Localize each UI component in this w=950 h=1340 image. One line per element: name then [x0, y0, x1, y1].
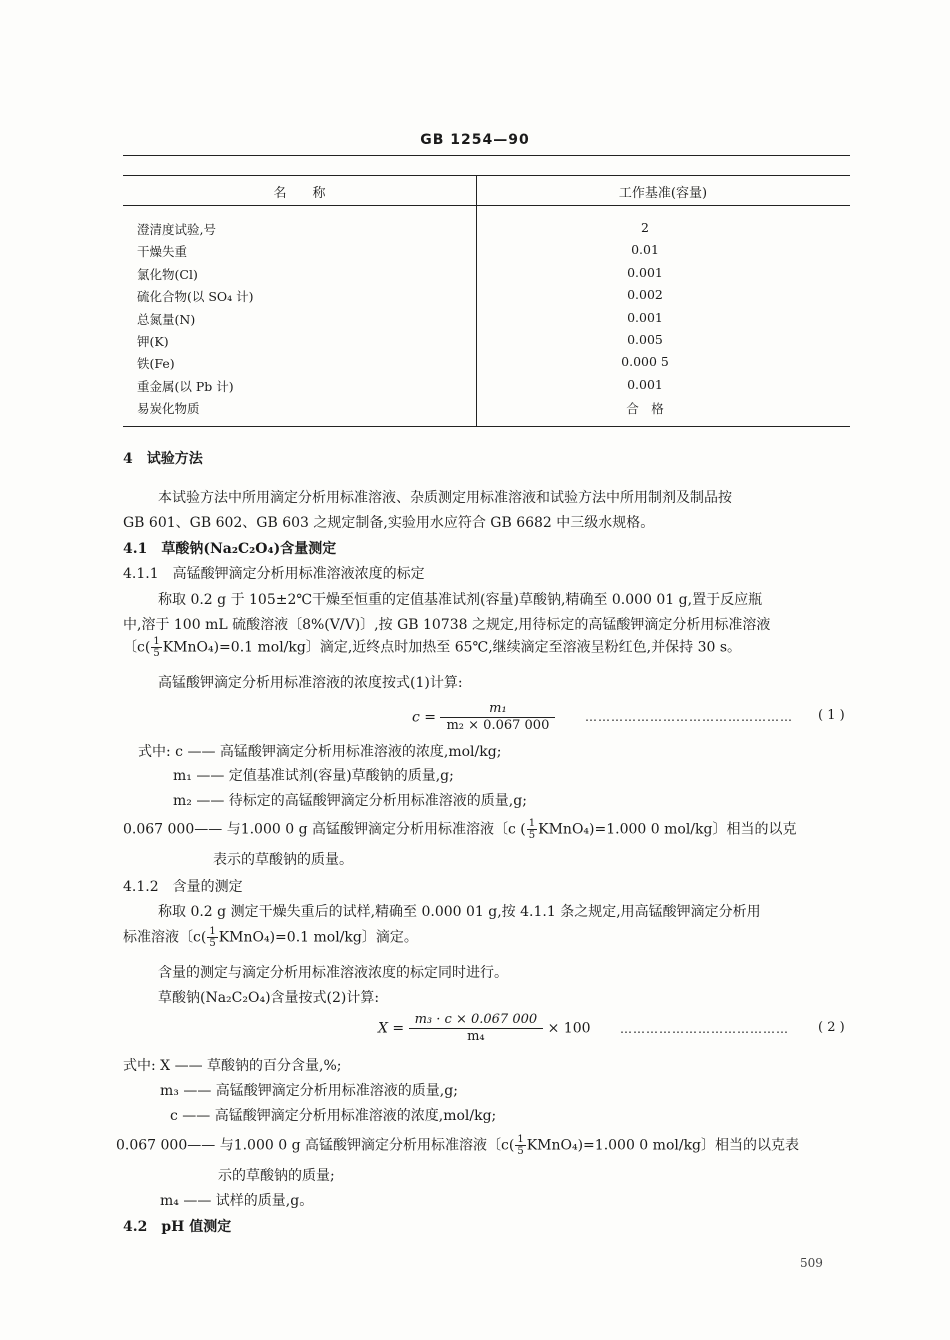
section-4-2-title: 4.2 pH 值测定	[123, 1219, 232, 1235]
text: KMnO₄)=1.000 0 mol/kg〕相当的以克表	[526, 1137, 800, 1154]
table-row-value: 0.001	[627, 310, 663, 325]
formula-num: m₁	[440, 701, 555, 718]
where-m2: m₂ —— 待标定的高锰酸钾滴定分析用标准溶液的质量,g;	[173, 793, 527, 809]
formula-1-intro: 高锰酸钾滴定分析用标准溶液的浓度按式(1)计算:	[158, 675, 463, 691]
table-row-value: 0.01	[631, 242, 659, 257]
table-row-value: 2	[641, 220, 649, 235]
table-row-name: 总氮量(N)	[137, 312, 196, 327]
table-header-name: 名 称	[273, 186, 326, 201]
frac-den: 5	[209, 938, 216, 949]
formula-den: m₂ × 0.067 000	[446, 718, 550, 733]
table-row-name: 澄清度试验,号	[137, 222, 216, 237]
fraction-one-fifth	[515, 1134, 525, 1157]
text: 〔c(	[123, 639, 151, 656]
table-row-name: 重金属(以 Pb 计)	[137, 379, 234, 394]
formula-num: m₃ · c × 0.067 000	[409, 1012, 544, 1029]
table-row-value: 0.000 5	[621, 354, 669, 369]
formula-2	[378, 1012, 591, 1045]
formula-1	[412, 701, 555, 734]
text: 0.067 000—— 与1.000 0 g 高锰酸钾滴定分析用标准溶液〔c (	[123, 821, 526, 838]
formula-2-intro: 草酸钠(Na₂C₂O₄)含量按式(2)计算:	[158, 990, 380, 1006]
where-c2: c —— 高锰酸钾滴定分析用标准溶液的浓度,mol/kg;	[170, 1108, 497, 1124]
section-4-1-1-line3	[123, 636, 741, 659]
table-row-name: 硫化合物(以 SO₄ 计)	[137, 289, 254, 304]
fraction-one-fifth	[207, 926, 217, 949]
where-m1: m₁ —— 定值基准试剂(容量)草酸钠的质量,g;	[173, 768, 454, 784]
formula-2-fraction	[409, 1012, 544, 1045]
header-rule	[123, 155, 850, 156]
formula-lhs: X =	[378, 1020, 405, 1037]
section-4-1-2-line3: 含量的测定与滴定分析用标准溶液浓度的标定同时进行。	[158, 965, 508, 981]
table-row-value: 0.002	[627, 287, 663, 302]
section-4-1-2-title: 4.1.2 含量的测定	[123, 879, 243, 895]
formula-den: m₄	[467, 1029, 485, 1044]
where-constant-2-cont: 示的草酸钠的质量;	[218, 1168, 335, 1184]
where-X: 式中: X —— 草酸钠的百分含量,%;	[123, 1058, 342, 1074]
frac-num: 1	[528, 818, 536, 829]
section-4-1-2-line2	[123, 926, 418, 949]
table-row-name: 钾(K)	[137, 334, 169, 349]
where-constant-cont: 表示的草酸钠的质量。	[213, 852, 353, 868]
fraction-one-fifth	[151, 636, 161, 659]
formula-2-leader: …………………………………	[620, 1022, 789, 1036]
section-4-1-title: 4.1 草酸钠(Na₂C₂O₄)含量测定	[123, 541, 337, 557]
text: KMnO₄)=0.1 mol/kg〕滴定。	[218, 929, 418, 946]
standard-header: GB 1254—90	[420, 132, 530, 148]
frac-num: 1	[209, 926, 216, 937]
formula-1-fraction	[440, 701, 555, 734]
where-constant-2	[116, 1134, 799, 1157]
page-number: 509	[800, 1256, 823, 1270]
text: KMnO₄)=1.000 0 mol/kg〕相当的以克	[538, 821, 797, 838]
where-m4: m₄ —— 试样的质量,g。	[160, 1193, 314, 1209]
section-4-para-line1: 本试验方法中所用滴定分析用标准溶液、杂质测定用标准溶液和试验方法中所用制剂及制品按	[158, 490, 732, 506]
formula-2-number: ( 2 )	[818, 1020, 845, 1035]
frac-den: 5	[517, 1146, 524, 1157]
table-row-name: 氯化物(Cl)	[137, 267, 198, 282]
frac-den: 5	[528, 830, 536, 841]
frac-den: 5	[153, 648, 160, 659]
text: 0.067 000—— 与1.000 0 g 高锰酸钾滴定分析用标准溶液〔c(	[116, 1137, 515, 1154]
table-header-rule	[123, 205, 850, 206]
frac-num: 1	[517, 1134, 524, 1145]
where-constant	[123, 818, 796, 841]
table-row-value: 合 格	[626, 401, 664, 416]
fraction-one-fifth	[527, 818, 537, 841]
table-row-value: 0.001	[627, 377, 663, 392]
table-header-value: 工作基准(容量)	[618, 186, 708, 201]
section-4-1-1-title: 4.1.1 高锰酸钾滴定分析用标准溶液浓度的标定	[123, 566, 425, 582]
text: 标准溶液〔c(	[123, 929, 207, 946]
table-row-name: 干燥失重	[137, 244, 188, 259]
table-row-name: 易炭化物质	[137, 401, 200, 416]
table-row-value: 0.001	[627, 265, 663, 280]
text: KMnO₄)=0.1 mol/kg〕滴定,近终点时加热至 65℃,继续滴定至溶液呈粉红色,并保持 30 s。	[162, 639, 742, 656]
section-4-para-line2: GB 601、GB 602、GB 603 之规定制备,实验用水应符合 GB 6682 中三级水规格。	[123, 515, 655, 531]
where-c: 式中: c —— 高锰酸钾滴定分析用标准溶液的浓度,mol/kg;	[138, 744, 502, 760]
formula-lhs: c =	[412, 709, 437, 726]
section-4-title: 4 试验方法	[123, 451, 203, 467]
frac-num: 1	[153, 636, 160, 647]
table-column-divider	[476, 176, 477, 426]
table-row-value: 0.005	[627, 332, 663, 347]
section-4-1-2-line1: 称取 0.2 g 测定干燥失重后的试样,精确至 0.000 01 g,按 4.1.1 条之规定,用高锰酸钾滴定分析用	[158, 904, 761, 920]
formula-tail: × 100	[547, 1020, 591, 1037]
where-m3: m₃ —— 高锰酸钾滴定分析用标准溶液的质量,g;	[160, 1083, 458, 1099]
table-top-rule	[123, 175, 850, 176]
table-row-name: 铁(Fe)	[137, 356, 175, 371]
section-4-1-1-line1: 称取 0.2 g 于 105±2℃干燥至恒重的定值基准试剂(容量)草酸钠,精确至 0.000 01 g,置于反应瓶	[158, 592, 763, 608]
section-4-1-1-line2: 中,溶于 100 mL 硫酸溶液〔8%(V/V)〕,按 GB 10738 之规定,用待标定的高锰酸钾滴定分析用标准溶液	[123, 617, 771, 633]
formula-1-number: ( 1 )	[818, 708, 845, 723]
formula-1-leader: …………………………………………	[585, 710, 793, 724]
table-bottom-rule	[123, 426, 850, 427]
